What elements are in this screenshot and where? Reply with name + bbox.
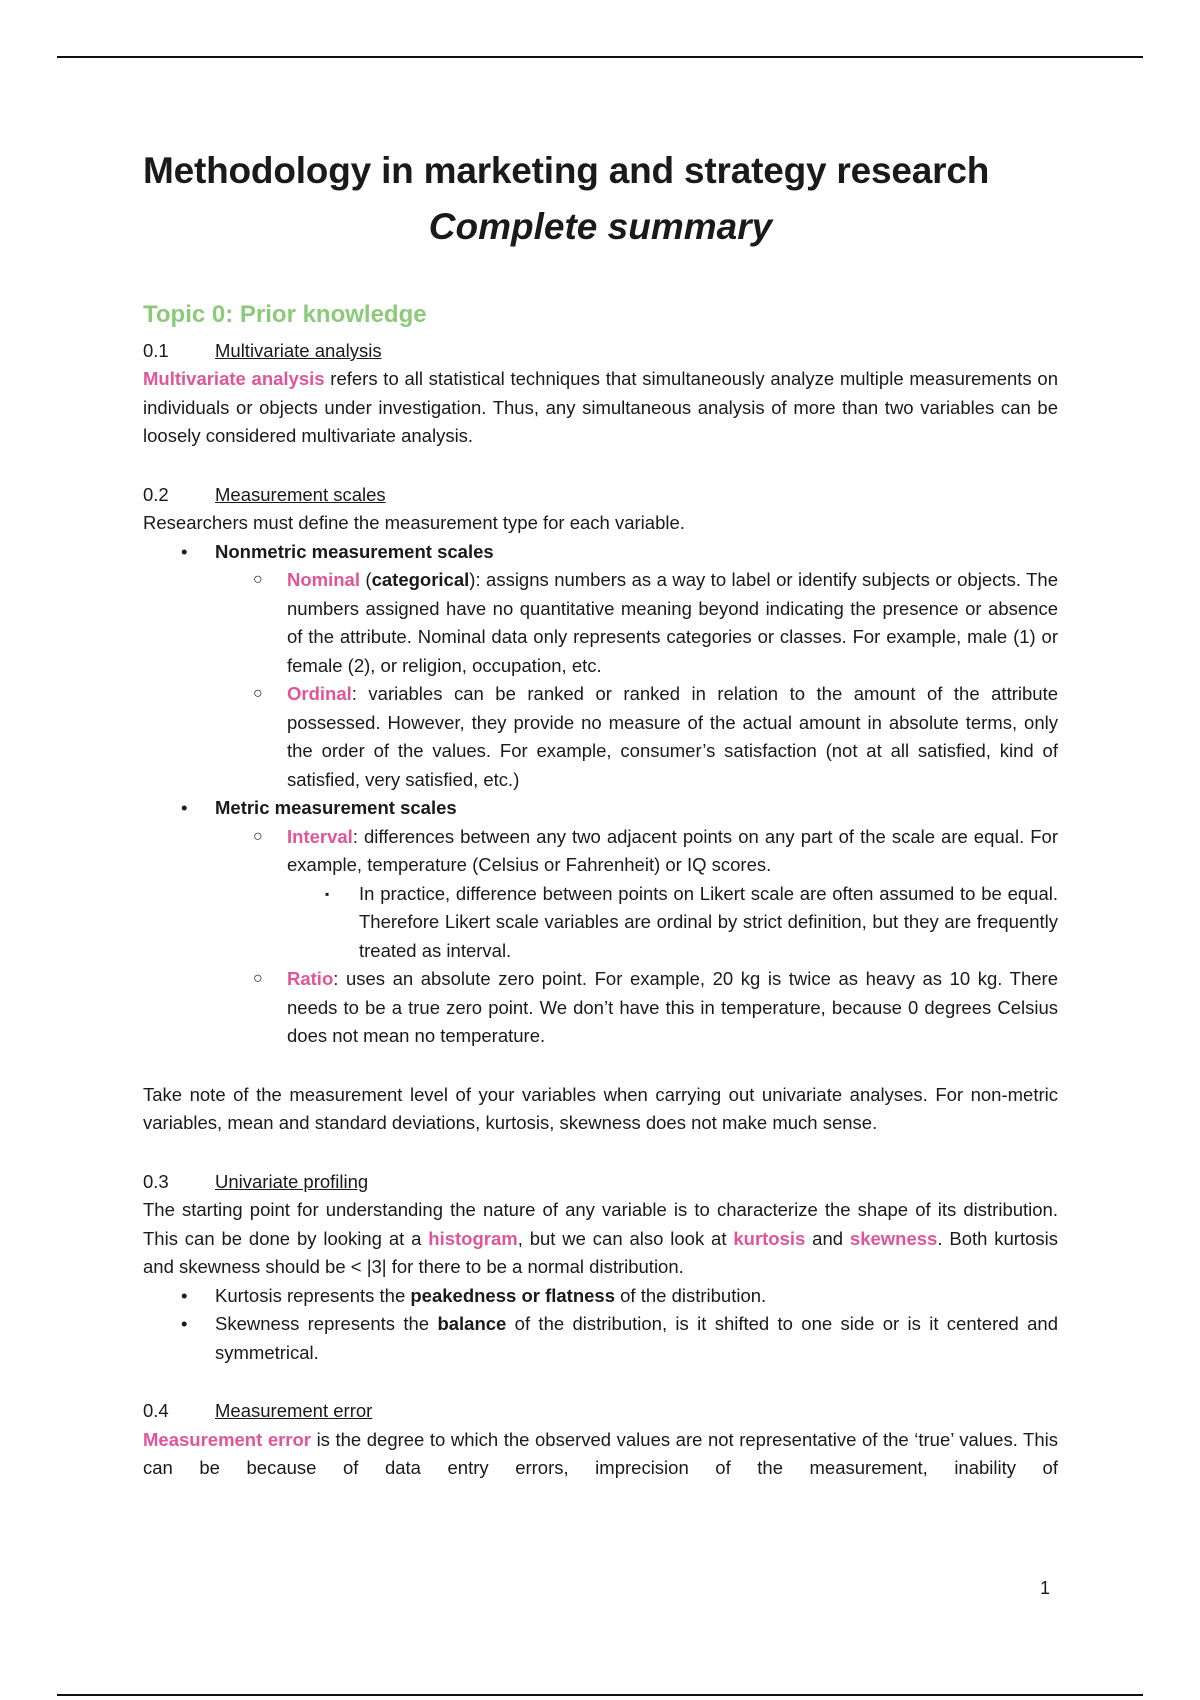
circle-bullet-icon: ○ bbox=[253, 571, 263, 588]
document-subtitle: Complete summary bbox=[428, 206, 773, 248]
keyword: Nominal bbox=[287, 569, 360, 590]
keyword: kurtosis bbox=[733, 1227, 806, 1249]
section-title: Measurement error bbox=[215, 1400, 373, 1421]
section-title: Univariate profiling bbox=[215, 1170, 369, 1192]
bullet-list bbox=[143, 1282, 1058, 1368]
section-number: 0.3 bbox=[143, 1170, 169, 1192]
list-item: • Skewness represents the balance of the distribution, is it shifted to one side or is it centered and symmetrical. bbox=[143, 1310, 1058, 1367]
keyword: Ratio bbox=[287, 968, 334, 989]
circle-bullet-icon: ○ bbox=[253, 827, 263, 845]
list-item: ○ Ordinal: variables can be ranked or ranked in relation to the amount of the attribute possessed. However, they provide no measure of the actual amount in absolute terms, only the order of the values. For example, consumer’s satisfaction (not at all satisfied, kind of satisfied, very satisfied, etc.) bbox=[215, 680, 1058, 794]
list-item: ○ Interval: differences between any two adjacent points on any part of the scale are equal. For example, temperature (Celsius or Fahrenheit) or IQ scores. ▪ In practice, difference between points on Likert scale are often assumed to be equal. Therefore Likert scale variables are ordinal by strict definition, but they are frequently treated as interval. bbox=[215, 823, 1058, 966]
square-bullet-icon: ▪ bbox=[325, 886, 330, 901]
section-heading bbox=[143, 1397, 1058, 1426]
list-item: ○ Ratio: uses an absolute zero point. For example, 20 kg is twice as heavy as 10 kg. There needs to be a true zero point. We don’t have this in temperature, because 0 degrees Celsius does not mean no temperature. bbox=[215, 965, 1058, 1051]
keyword: Measurement error bbox=[143, 1428, 312, 1450]
paragraph: Researchers must define the measurement type for each variable. bbox=[143, 512, 685, 533]
bullet-icon: • bbox=[181, 1284, 188, 1306]
sub-list bbox=[215, 823, 1058, 1051]
section-0-2 bbox=[143, 481, 1058, 1138]
keyword: Multivariate analysis bbox=[143, 368, 325, 389]
section-heading bbox=[143, 337, 1058, 366]
section-heading bbox=[143, 481, 1058, 510]
section-number: 0.1 bbox=[143, 339, 169, 361]
section-title: Measurement scales bbox=[215, 483, 386, 505]
keyword: Interval bbox=[287, 825, 353, 847]
list-item: • Metric measurement scales ○ Interval: differences between any two adjacent points on any part of the scale are equal. For example, temperature (Celsius or Fahrenheit) or IQ scores. ▪ In practice, difference between points on Likert scale are often assumed to be equal. Therefore Likert scale variables are ordinal by strict definition, but they are frequently treated as interval. ○ Ratio: uses an absolute zero point. For example, 20 kg is twice as heavy as 10 kg. There needs to be a true zero point. We don’t have this in temperature, because 0 degrees Celsius does not mean no temperature. bbox=[143, 794, 1058, 1051]
sub-list bbox=[215, 566, 1058, 794]
bullet-list bbox=[143, 538, 1058, 1051]
paragraph: Multivariate analysis refers to all statistical techniques that simultaneously analyze multiple measurements on individuals or objects under investigation. Thus, any simultaneous analysis of more than two variables can be loosely considered multivariate analysis. bbox=[143, 368, 1058, 446]
section-0-1 bbox=[143, 337, 1058, 451]
section-number: 0.2 bbox=[143, 483, 169, 505]
bullet-icon: • bbox=[181, 797, 188, 818]
keyword: Ordinal bbox=[287, 683, 352, 704]
section-0-3 bbox=[143, 1168, 1058, 1368]
document-page bbox=[143, 140, 1058, 1483]
section-title: Multivariate analysis bbox=[215, 339, 382, 361]
bullet-icon: • bbox=[181, 1313, 188, 1334]
circle-bullet-icon: ○ bbox=[253, 970, 263, 987]
section-number: 0.4 bbox=[143, 1400, 169, 1421]
section-0-4 bbox=[143, 1397, 1058, 1483]
keyword: skewness bbox=[849, 1227, 938, 1249]
list-item: ▪ In practice, difference between points on Likert scale are often assumed to be equal. Therefore Likert scale variables are ordinal by strict definition, but they are frequently treated as interval. bbox=[287, 880, 1058, 966]
paragraph: Take note of the measurement level of your variables when carrying out univariate analyses. For non-metric variables, mean and standard deviations, kurtosis, skewness does not make much sense. bbox=[143, 1083, 1058, 1133]
paragraph: The starting point for understanding the nature of any variable is to characterize the shape of its distribution. This can be done by looking at a histogram, but we can also look at kurtosis and skewness. Both kurtosis and skewness should be < |3| for there to be a normal distribution. bbox=[143, 1199, 1059, 1277]
list-item: • Kurtosis represents the peakedness or flatness of the distribution. bbox=[143, 1282, 1058, 1311]
keyword: histogram bbox=[428, 1227, 518, 1249]
sub-sub-list bbox=[287, 880, 1058, 966]
list-item: • Nonmetric measurement scales ○ Nominal (categorical): assigns numbers as a way to label or identify subjects or objects. The numbers assigned have no quantitative meaning beyond indicating the presence or absence of the attribute. Nominal data only represents categories or classes. For example, male (1) or female (2), or religion, occupation, etc. ○ Ordinal: variables can be ranked or ranked in relation to the amount of the attribute possessed. However, they provide no measure of the actual amount in absolute terms, only the order of the values. For example, consumer’s satisfaction (not at all satisfied, kind of satisfied, very satisfied, etc.) bbox=[143, 538, 1058, 795]
list-item: ○ Nominal (categorical): assigns numbers as a way to label or identify subjects or objects. The numbers assigned have no quantitative meaning beyond indicating the presence or absence of the attribute. Nominal data only represents categories or classes. For example, male (1) or female (2), or religion, occupation, etc. bbox=[215, 566, 1058, 680]
section-heading bbox=[143, 1168, 1058, 1197]
bullet-icon: • bbox=[181, 540, 188, 562]
topic-heading: Topic 0: Prior knowledge bbox=[143, 300, 427, 328]
paragraph: Measurement error is the degree to which the observed values are not representative of the ‘true’ values. This can be because of data entry errors, imprecision of the measurement, inability of bbox=[143, 1428, 1058, 1478]
page-number: 1 bbox=[1040, 1578, 1051, 1598]
circle-bullet-icon: ○ bbox=[253, 685, 263, 702]
document-title: Methodology in marketing and strategy research bbox=[143, 150, 990, 191]
header-rule bbox=[57, 56, 1143, 58]
footer-rule bbox=[57, 1694, 1143, 1696]
